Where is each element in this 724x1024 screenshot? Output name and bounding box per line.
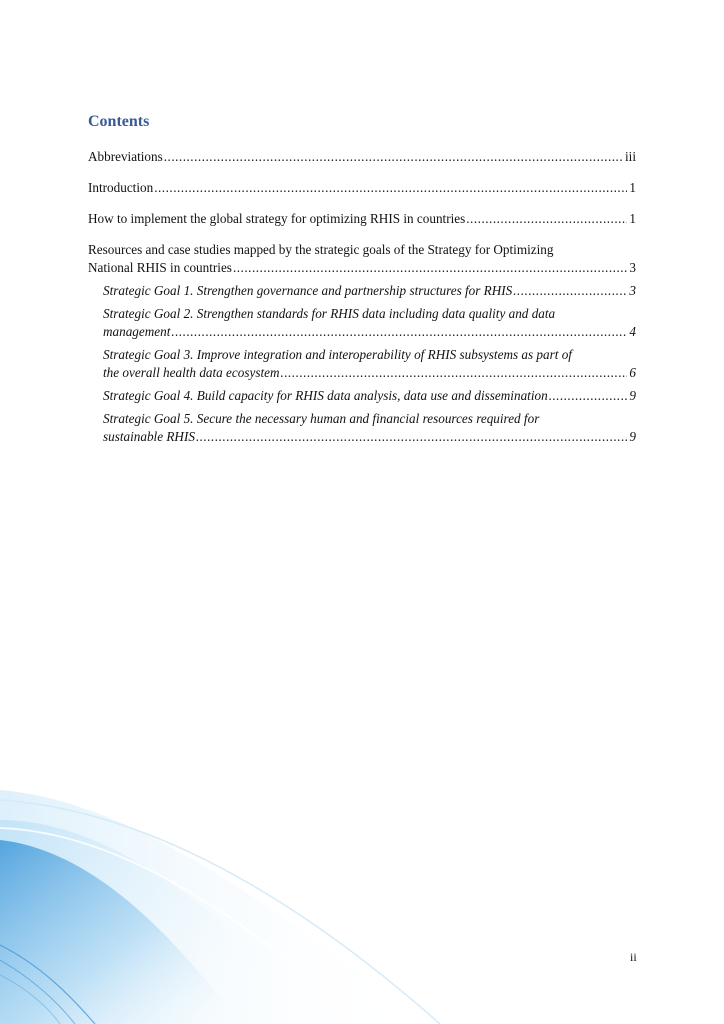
toc-entry-label-line-1: Strategic Goal 5. Secure the necessary human and financial resources required for (103, 411, 540, 426)
toc-page-number: 4 (629, 324, 636, 339)
toc-page-number: 3 (629, 260, 636, 275)
page-number: ii (630, 950, 637, 964)
toc-entry-resources[interactable] (88, 241, 636, 277)
toc-entry-label: How to implement the global strategy for optimizing RHIS in countries (88, 211, 466, 226)
toc-leader-dots (233, 259, 627, 277)
toc-entry-abbreviations[interactable] (88, 148, 636, 166)
toc-leader-dots (171, 323, 627, 341)
toc-page-number: 9 (629, 388, 636, 403)
toc-page-number: 3 (629, 283, 636, 298)
toc-leader-dots (466, 210, 627, 228)
toc-entry-label-line-2: National RHIS in countries (88, 260, 232, 275)
toc-page-number: 9 (629, 429, 636, 444)
toc-entry-introduction[interactable] (88, 179, 636, 197)
toc-leader-dots (549, 387, 628, 405)
toc-leader-dots (281, 364, 628, 382)
toc-page-number: 6 (629, 365, 636, 380)
toc-page-number: iii (625, 149, 636, 164)
toc-entry-strategic-goal-1[interactable] (88, 282, 636, 300)
toc-entry-label-line-2: the overall health data ecosystem (103, 365, 280, 380)
toc-entry-label-line-1: Resources and case studies mapped by the strategic goals of the Strategy for Optimizing (88, 242, 554, 257)
toc-entry-label: Introduction (88, 180, 154, 195)
toc-page-number: 1 (629, 211, 636, 226)
toc-entry-strategic-goal-2[interactable] (88, 305, 636, 341)
page-title: Contents (88, 113, 150, 130)
toc-entry-strategic-goal-3[interactable] (88, 346, 636, 382)
toc-leader-dots (196, 428, 627, 446)
toc-entry-strategic-goal-5[interactable] (88, 410, 636, 446)
toc-entry-label-line-2: management (103, 324, 171, 339)
toc-entry-label: Strategic Goal 1. Strengthen governance and partnership structures for RHIS (103, 283, 513, 298)
toc-leader-dots (164, 148, 623, 166)
toc-entry-label: Strategic Goal 4. Build capacity for RHIS data analysis, data use and dissemination (103, 388, 548, 403)
toc-leader-dots (513, 282, 627, 300)
toc-entry-label-line-2: sustainable RHIS (103, 429, 195, 444)
toc-entry-strategic-goal-4[interactable] (88, 387, 636, 405)
toc-leader-dots (154, 179, 627, 197)
toc-entry-label-line-1: Strategic Goal 2. Strengthen standards for RHIS data including data quality and data (103, 306, 556, 321)
toc-entry-label: Abbreviations (88, 149, 163, 164)
toc-entry-how-to-implement[interactable] (88, 210, 636, 228)
table-of-contents (88, 148, 636, 451)
toc-entry-label-line-1: Strategic Goal 3. Improve integration and interoperability of RHIS subsystems as part of (103, 347, 572, 362)
decorative-wave-graphic (0, 780, 724, 1024)
toc-page-number: 1 (629, 180, 636, 195)
